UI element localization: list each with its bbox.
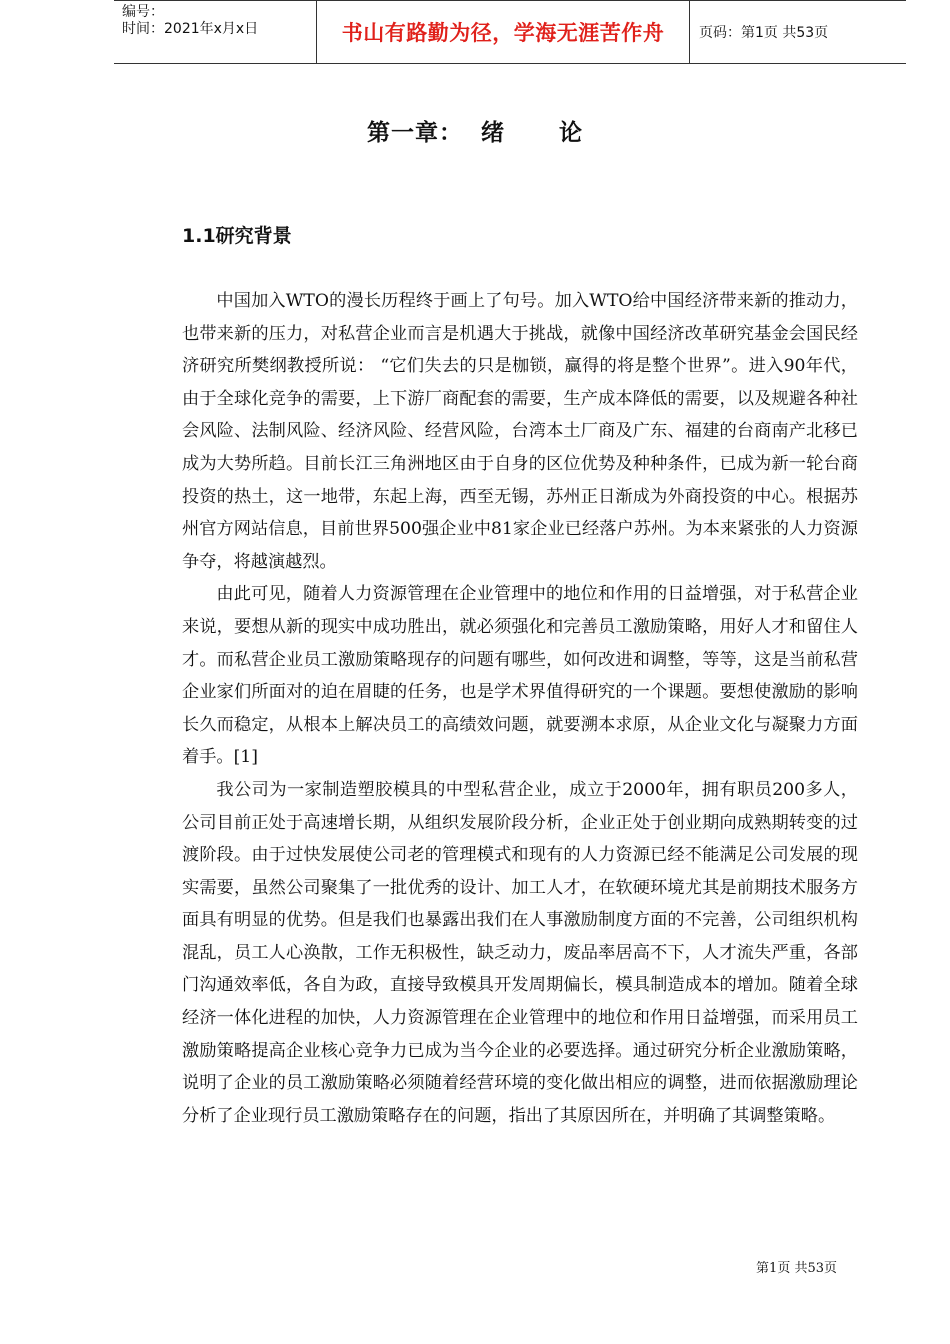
- header-meta: [114, 1, 317, 63]
- page-header: [114, 0, 906, 64]
- body-text: [182, 285, 858, 1132]
- header-page-info: 页码：第1页 共53页: [699, 25, 829, 41]
- paragraph: 由此可见，随着人力资源管理在企业管理中的地位和作用的日益增强，对于私营企业来说，要想从新的现实中成功胜出，就必须强化和完善员工激励策略，用好人才和留住人才。而私营企业员工激励策略现存的问题有哪些，如何改进和调整，等等，这是当前私营企业家们所面对的迫在眉睫的任务，也是学术界值得研究的一个课题。要想使激励的影响长久而稳定，从根本上解决员工的高绩效问题，就要溯本求原，从企业文化与凝聚力方面着手。[1]: [182, 584, 858, 768]
- header-motto: 书山有路勤为径，学海无涯苦作舟: [317, 1, 690, 63]
- paragraph: 我公司为一家制造塑胶模具的中型私营企业，成立于2000年，拥有职员200多人， 公司目前正处于高速增长期，从组织发展阶段分析，企业正处于创业期向成熟期转变的过渡阶段。由于过快发展使公司老的管理模式和现有的人力资源已经不能满足公司发展的现实需要，虽然公司聚集了一批优秀的设计、加工人才，在软硬环境尤其是前期技术服务方面具有明显的优势。但是我们也暴露出我们在人事激励制度方面的不完善，公司组织机构混乱，员工人心涣散，工作无积极性，缺乏动力，废品率居高不下，人才流失严重，各部门沟通效率低，各自为政，直接导致模具开发周期偏长，模具制造成本的增加。随着全球经济一体化进程的加快，人力资源管理在企业管理中的地位和作用日益增强，而采用员工激励策略提高企业核心竞争力已成为当今企业的必要选择。通过研究分析企业激励策略，说明了企业的员工激励策略必须随着经营环境的变化做出相应的调整，进而依据激励理论分析了企业现行员工激励策略存在的问题，指出了其原因所在，并明确了其调整策略。: [182, 779, 858, 1126]
- time-label: 时间：2021年x月x日: [122, 21, 259, 37]
- number-label: 编号：: [122, 4, 164, 20]
- page-footer: 第1页 共53页: [756, 1261, 837, 1276]
- section-title: 1.1研究背景: [182, 225, 292, 247]
- paragraph: 中国加入WTO的漫长历程终于画上了句号。加入WTO给中国经济带来新的推动力，也带来新的压力，对私营企业而言是机遇大于挑战，就像中国经济改革研究基金会国民经济研究所樊纲教授所说： “它们失去的只是枷锁，赢得的将是整个世界”。进入90年代，由于全球化竞争的需要，上下游厂商配套的需要，生产成本降低的需要，以及规避各种社会风险、法制风险、经济风险、经营风险，台湾本土厂商及广东、福建的台商南产北移已成为大势所趋。目前长江三角洲地区由于自身的区位优势及种种条件，已成为新一轮台商投资的热土，这一地带，东起上海，西至无锡，苏州正日渐成为外商投资的中心。根据苏州官方网站信息，目前世界500强企业中81家企业已经落户苏州。为本来紧张的人力资源争夺，将越演越烈。: [182, 291, 858, 572]
- chapter-title: 第一章： 绪 论: [366, 120, 584, 146]
